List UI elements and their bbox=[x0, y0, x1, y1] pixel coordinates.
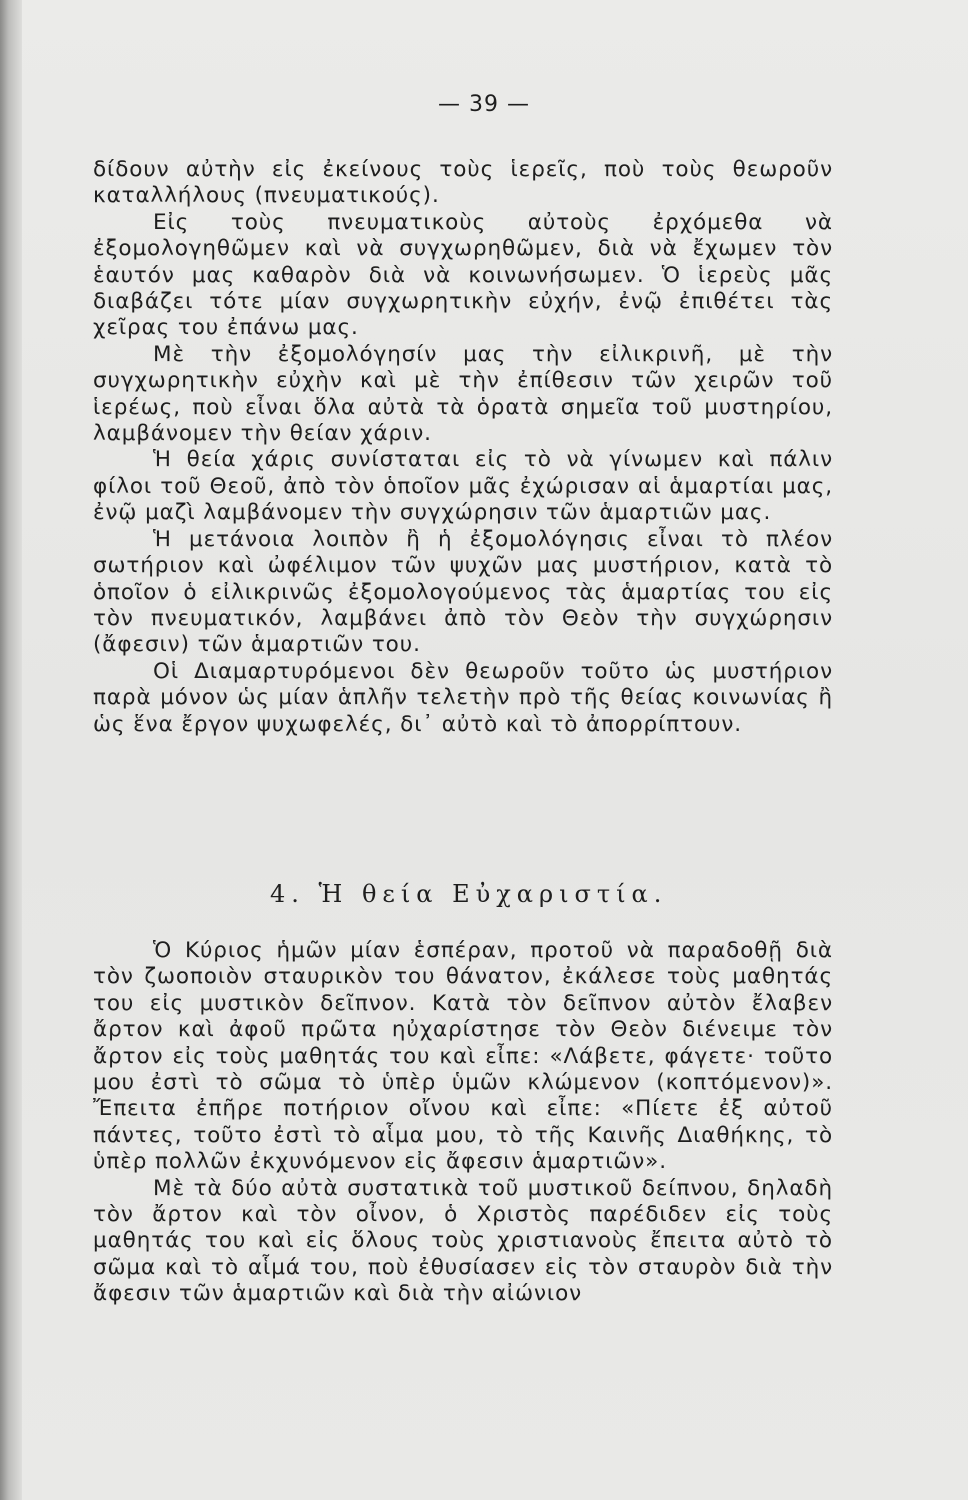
paragraph-divine-grace: Ἡ θεία χάρις συνίσταται εἰς τὸ νὰ γίνωμεν καὶ πάλιν φίλοι τοῦ Θεοῦ, ἀπὸ τὸν ὁποῖον μᾶς ἐχώρισαν αἱ ἁμαρτίαι μας, ἐνῷ μαζὶ λαμβάνομεν τὴν συγχώρησιν τῶν ἁμαρτιῶν μας. bbox=[93, 447, 833, 526]
paragraph-last-supper: Ὁ Κύριος ἡμῶν μίαν ἑσπέραν, προτοῦ νὰ παραδοθῇ διὰ τὸν ζωοποιὸν σταυρικὸν του θάνατον, ἐκάλεσε τοὺς μαθητάς του εἰς μυστικὸν δεῖπνον. Κατὰ τὸν δεῖπνον αὐτὸν ἔλαβεν ἄρτον καὶ ἀφοῦ πρῶτα ηὐχαρίστησε τὸν Θεὸν διένειμε τὸν ἄρτον εἰς τοὺς μαθητάς του καὶ εἶπε: «Λάβετε, φάγετε· τοῦτο μου ἐστὶ τὸ σῶμα τὸ ὑπὲρ ὑμῶν κλώμενον (κοπτόμενον)». Ἔπειτα ἐπῆρε ποτήριον οἴνου καὶ εἶπε: «Πίετε ἐξ αὐτοῦ πάντες, τοῦτο ἐστὶ τὸ αἷμα μου, τὸ τῆς Καινῆς Διαθήκης, τὸ ὑπὲρ πολλῶν ἐκχυνόμενον εἰς ἄφεσιν ἁμαρτιῶν». bbox=[93, 938, 833, 1175]
page-number: — 39 — bbox=[438, 92, 530, 117]
paragraph-continuation: δίδουν αὐτὴν εἰς ἐκείνους τοὺς ἱερεῖς, ποὺ τοὺς θεωροῦν καταλλήλους (πνευματικούς). bbox=[93, 157, 833, 209]
paragraph-visible-signs: Μὲ τὴν ἐξομολόγησίν μας τὴν εἰλικρινῆ, μὲ τὴν συγχωρητικὴν εὐχὴν καὶ μὲ τὴν ἐπίθεσιν τῶν χειρῶν τοῦ ἱερέως, ποὺ εἶναι ὅλα αὐτὰ τὰ ὁρατὰ σημεῖα τοῦ μυστηρίου, λαμβάνομεν τὴν θείαν χάριν. bbox=[93, 341, 833, 447]
paragraph-repentance-definition: Ἡ μετάνοια λοιπὸν ἢ ἡ ἐξομολόγησις εἶναι τὸ πλέον σωτήριον καὶ ὠφέλιμον τῶν ψυχῶν μας μυστήριον, κατὰ τὸ ὁποῖον ὁ εἰλικρινῶς ἐξομολογούμενος τὰς ἁμαρτίας του εἰς τὸν πνευματικόν, λαμβάνει ἀπὸ τὸν Θεὸν τὴν συγχώρησιν (ἄφεσιν) τῶν ἁμαρτιῶν του. bbox=[93, 526, 833, 658]
section-heading: 4. Ἡ θεία Εὐχαριστία. bbox=[270, 880, 668, 908]
text-block-upper bbox=[93, 157, 833, 738]
paragraph-protestants: Οἱ Διαμαρτυρόμενοι δὲν θεωροῦν τοῦτο ὡς μυστήριον παρὰ μόνον ὡς μίαν ἁπλῆν τελετὴν πρὸ τῆς θείας κοινωνίας ἢ ὡς ἕνα ἔργον ψυχωφελές, δι᾽ αὐτὸ καὶ τὸ ἀπορρίπτουν. bbox=[93, 658, 833, 737]
text-block-lower bbox=[93, 938, 833, 1308]
paragraph-confession-spiritual-fathers: Εἰς τοὺς πνευματικοὺς αὐτοὺς ἐρχόμεθα νὰ ἐξομολογηθῶμεν καὶ νὰ συγχωρηθῶμεν, διὰ νὰ ἔχωμεν τὸν ἑαυτόν μας καθαρὸν διὰ νὰ κοινωνήσωμεν. Ὁ ἱερεὺς μᾶς διαβάζει τότε μίαν συγχωρητικὴν εὐχήν, ἐνῷ ἐπιθέτει τὰς χεῖρας του ἐπάνω μας. bbox=[93, 209, 833, 341]
binding-edge-shadow bbox=[0, 0, 22, 1500]
paragraph-bread-and-wine: Μὲ τὰ δύο αὐτὰ συστατικὰ τοῦ μυστικοῦ δείπνου, δηλαδὴ τὸν ἄρτον καὶ τὸν οἶνον, ὁ Χριστὸς παρέδιδεν εἰς τοὺς μαθητάς του καὶ εἰς ὅλους τοὺς χριστιανοὺς ἔπειτα αὐτὸ τὸ σῶμα καὶ τὸ αἷμά του, ποὺ ἐθυσίασεν εἰς τὸν σταυρὸν διὰ τὴν ἄφεσιν τῶν ἁμαρτιῶν καὶ διὰ τὴν αἰώνιον bbox=[93, 1175, 833, 1307]
